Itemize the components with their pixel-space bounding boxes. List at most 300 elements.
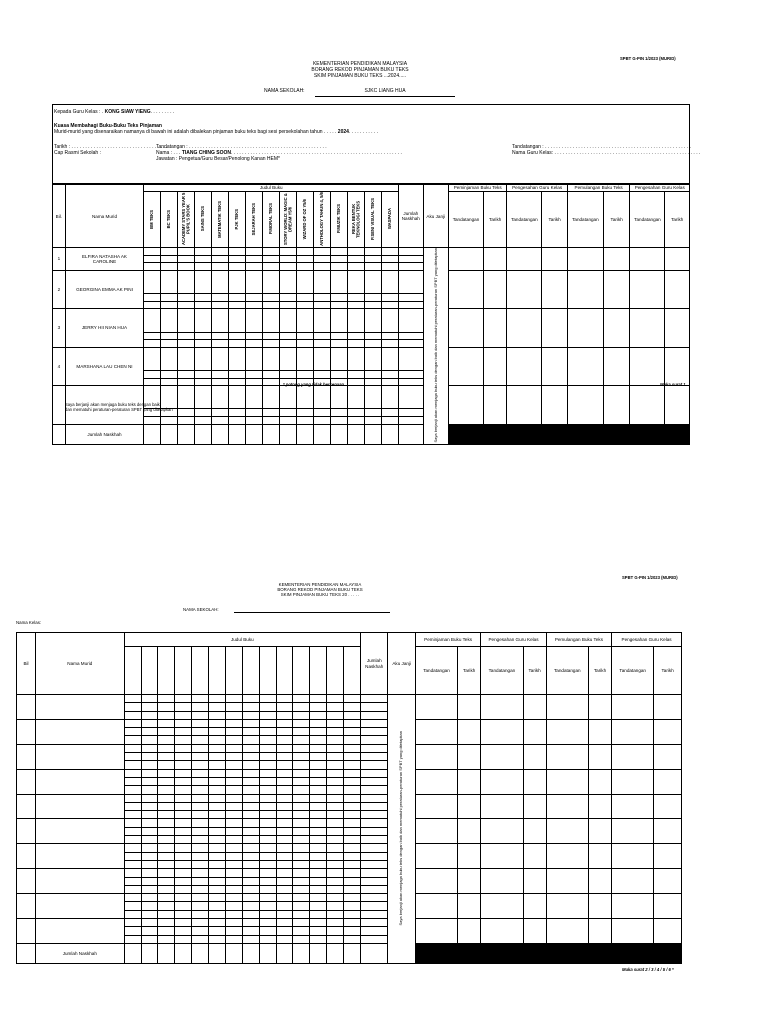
book-cell[interactable] (259, 711, 276, 719)
book-cell[interactable] (259, 802, 276, 810)
signature-cell[interactable] (481, 919, 523, 944)
book-cell[interactable] (365, 248, 382, 256)
book-cell[interactable] (310, 777, 327, 785)
jumlah-cell[interactable] (361, 910, 388, 918)
book-cell[interactable] (246, 417, 263, 425)
book-cell[interactable] (212, 294, 229, 302)
book-cell[interactable] (209, 819, 226, 827)
book-cell[interactable] (365, 417, 382, 425)
book-cell[interactable] (158, 736, 175, 744)
book-cell[interactable] (141, 786, 158, 794)
student-number[interactable] (17, 744, 36, 769)
book-cell[interactable] (280, 248, 297, 256)
book-cell[interactable] (124, 769, 141, 777)
jumlah-cell[interactable] (399, 347, 423, 370)
book-cell[interactable] (293, 836, 310, 844)
signature-cell[interactable] (567, 248, 603, 271)
book-cell[interactable] (242, 769, 259, 777)
book-cell[interactable] (242, 869, 259, 877)
book-cell[interactable] (382, 332, 399, 340)
signature-cell[interactable] (603, 386, 630, 424)
book-cell[interactable] (225, 819, 242, 827)
jumlah-cell[interactable] (399, 340, 423, 348)
book-cell[interactable] (141, 877, 158, 885)
book-cell[interactable] (293, 894, 310, 902)
student-number[interactable] (17, 794, 36, 819)
book-cell[interactable] (293, 919, 310, 927)
book-cell[interactable] (192, 794, 209, 802)
book-cell[interactable] (192, 836, 209, 844)
kuasa-year[interactable]: 2024 (337, 129, 349, 135)
signature-cell[interactable] (546, 744, 588, 769)
book-cell[interactable] (314, 340, 331, 348)
book-cell[interactable] (327, 769, 344, 777)
book-cell[interactable] (276, 844, 293, 852)
book-cell[interactable] (158, 910, 175, 918)
book-cell[interactable] (124, 811, 141, 819)
book-cell[interactable] (280, 409, 297, 417)
book-cell[interactable] (209, 802, 226, 810)
book-cell[interactable] (229, 370, 246, 378)
student-number[interactable] (17, 844, 36, 869)
signature-cell[interactable] (458, 844, 481, 869)
book-cell[interactable] (225, 794, 242, 802)
book-cell[interactable] (297, 270, 314, 293)
book-cell[interactable] (141, 711, 158, 719)
book-cell[interactable] (344, 744, 361, 752)
book-cell[interactable] (246, 347, 263, 370)
book-cell[interactable] (141, 844, 158, 852)
book-cell[interactable] (310, 935, 327, 943)
book-cell[interactable] (293, 711, 310, 719)
book2-col[interactable] (158, 647, 175, 695)
book-cell[interactable] (225, 802, 242, 810)
book-cell[interactable] (175, 927, 192, 935)
book-cell[interactable] (161, 309, 178, 332)
signature-cell[interactable] (654, 695, 682, 720)
book-cell[interactable] (259, 869, 276, 877)
book-cell[interactable] (192, 885, 209, 893)
book-cell[interactable] (344, 919, 361, 927)
book-cell[interactable] (175, 753, 192, 761)
book-cell[interactable] (144, 370, 161, 378)
book-cell[interactable] (175, 695, 192, 703)
total-book-cell[interactable] (331, 424, 348, 444)
book-cell[interactable] (229, 386, 246, 409)
book-cell[interactable] (195, 255, 212, 263)
book-cell[interactable] (212, 309, 229, 332)
book-cell[interactable] (348, 294, 365, 302)
total-book-cell[interactable] (348, 424, 365, 444)
signature-cell[interactable] (546, 919, 588, 944)
book-cell[interactable] (365, 263, 382, 271)
book-cell[interactable] (229, 409, 246, 417)
book-cell[interactable] (124, 877, 141, 885)
book-cell[interactable] (365, 370, 382, 378)
jumlah-cell[interactable] (361, 877, 388, 885)
book-cell[interactable] (144, 347, 161, 370)
book-cell[interactable] (331, 263, 348, 271)
book-cell[interactable] (158, 894, 175, 902)
book-cell[interactable] (225, 902, 242, 910)
book-cell[interactable] (192, 935, 209, 943)
book-cell[interactable] (280, 370, 297, 378)
book-cell[interactable] (310, 711, 327, 719)
student-name[interactable]: MARSHANA LAU CHEN NI (65, 347, 144, 385)
book-cell[interactable] (124, 753, 141, 761)
jumlah-cell[interactable] (399, 370, 423, 378)
signature-cell[interactable] (507, 347, 542, 385)
book-cell[interactable] (297, 263, 314, 271)
book-cell[interactable] (297, 332, 314, 340)
jumlah-cell[interactable] (361, 860, 388, 868)
book-cell[interactable] (310, 827, 327, 835)
book-cell[interactable] (280, 301, 297, 309)
book-cell[interactable] (192, 711, 209, 719)
book-cell[interactable] (331, 270, 348, 293)
book-cell[interactable] (246, 248, 263, 256)
book-cell[interactable] (365, 301, 382, 309)
signature-cell[interactable] (484, 270, 507, 308)
book-cell[interactable] (276, 769, 293, 777)
book-cell[interactable] (124, 836, 141, 844)
book-cell[interactable] (124, 910, 141, 918)
book-cell[interactable] (229, 332, 246, 340)
book-cell[interactable] (178, 309, 195, 332)
signature-cell[interactable] (567, 270, 603, 308)
total-book-cell[interactable] (124, 943, 141, 963)
right-tandatangan-field[interactable]: Tandatangan : . . . . . . . . . . . . . . . . . . . . . . . . . . . . . . . . . . . . . . . . . . . . . . . . . . . . . (512, 144, 691, 150)
signature-cell[interactable] (481, 744, 523, 769)
book-cell[interactable] (246, 309, 263, 332)
book-cell[interactable] (212, 340, 229, 348)
book-cell[interactable] (382, 417, 399, 425)
total-book-cell[interactable] (144, 424, 161, 444)
signature-cell[interactable] (603, 270, 630, 308)
book-cell[interactable] (178, 409, 195, 417)
book-cell[interactable] (327, 919, 344, 927)
book-cell[interactable] (192, 860, 209, 868)
book-cell[interactable] (344, 703, 361, 711)
book-cell[interactable] (209, 761, 226, 769)
book-cell[interactable] (280, 255, 297, 263)
book-cell[interactable] (365, 347, 382, 370)
book-cell[interactable] (225, 869, 242, 877)
book-cell[interactable] (293, 852, 310, 860)
signature-cell[interactable] (458, 819, 481, 844)
signature-cell[interactable] (458, 894, 481, 919)
book-cell[interactable] (293, 761, 310, 769)
book-cell[interactable] (141, 869, 158, 877)
jumlah-cell[interactable] (361, 836, 388, 844)
book-cell[interactable] (382, 263, 399, 271)
book-cell[interactable] (293, 703, 310, 711)
book-cell[interactable] (158, 836, 175, 844)
jumlah-cell[interactable] (399, 378, 423, 386)
signature-cell[interactable] (665, 270, 690, 308)
book-cell[interactable] (242, 852, 259, 860)
book-cell[interactable] (212, 248, 229, 256)
signature-cell[interactable] (588, 894, 611, 919)
book2-col[interactable] (192, 647, 209, 695)
book-cell[interactable] (195, 370, 212, 378)
book-cell[interactable] (124, 819, 141, 827)
book-cell[interactable] (161, 270, 178, 293)
book-cell[interactable] (259, 852, 276, 860)
book-cell[interactable] (246, 340, 263, 348)
book-cell[interactable] (158, 711, 175, 719)
book-cell[interactable] (293, 935, 310, 943)
book-cell[interactable] (293, 786, 310, 794)
book-cell[interactable] (209, 753, 226, 761)
book-cell[interactable] (327, 703, 344, 711)
book-cell[interactable] (331, 370, 348, 378)
book-cell[interactable] (175, 769, 192, 777)
book-cell[interactable] (158, 728, 175, 736)
signature-cell[interactable] (654, 919, 682, 944)
book-cell[interactable] (175, 719, 192, 727)
book-cell[interactable] (141, 927, 158, 935)
book-cell[interactable] (310, 695, 327, 703)
book-cell[interactable] (209, 836, 226, 844)
book-cell[interactable] (225, 744, 242, 752)
signature-cell[interactable] (546, 794, 588, 819)
book-cell[interactable] (209, 844, 226, 852)
book-cell[interactable] (195, 417, 212, 425)
jumlah-cell[interactable] (361, 885, 388, 893)
book-cell[interactable] (158, 802, 175, 810)
jumlah-cell[interactable] (361, 869, 388, 877)
signature-cell[interactable] (415, 769, 457, 794)
book-cell[interactable] (310, 719, 327, 727)
book-cell[interactable] (161, 378, 178, 386)
book-cell[interactable] (246, 332, 263, 340)
student-name[interactable] (35, 919, 124, 944)
book-cell[interactable] (259, 860, 276, 868)
signature-cell[interactable] (630, 270, 665, 308)
book-cell[interactable] (276, 777, 293, 785)
jumlah-cell[interactable] (399, 309, 423, 332)
book-cell[interactable] (178, 340, 195, 348)
signature-cell[interactable] (630, 347, 665, 385)
jumlah-cell[interactable] (399, 263, 423, 271)
right-nama-guru-field[interactable]: Nama Guru Kelas: . . . . . . . . . . . . . . . . . . . . . . . . . . . . . . . . . . . . . . . . . . . . . . . . . . . . . (512, 150, 701, 156)
book-cell[interactable] (192, 927, 209, 935)
book-cell[interactable] (293, 877, 310, 885)
book-cell[interactable] (225, 769, 242, 777)
book-cell[interactable] (192, 894, 209, 902)
book-cell[interactable] (314, 309, 331, 332)
book-cell[interactable] (242, 794, 259, 802)
book-cell[interactable] (229, 378, 246, 386)
jumlah-cell[interactable] (361, 777, 388, 785)
book-cell[interactable] (175, 860, 192, 868)
book-cell[interactable] (141, 802, 158, 810)
book-cell[interactable] (178, 370, 195, 378)
book-cell[interactable] (209, 728, 226, 736)
book-cell[interactable] (246, 294, 263, 302)
book-cell[interactable] (124, 894, 141, 902)
book-cell[interactable] (259, 794, 276, 802)
signature-cell[interactable] (612, 894, 654, 919)
book-cell[interactable] (293, 869, 310, 877)
signature-cell[interactable] (415, 919, 457, 944)
book-cell[interactable] (225, 894, 242, 902)
book-cell[interactable] (331, 332, 348, 340)
book-cell[interactable] (158, 927, 175, 935)
book-cell[interactable] (259, 736, 276, 744)
book-cell[interactable] (293, 736, 310, 744)
book-cell[interactable] (344, 728, 361, 736)
book-cell[interactable] (158, 777, 175, 785)
book-cell[interactable] (293, 769, 310, 777)
signature-cell[interactable] (603, 248, 630, 271)
book-cell[interactable] (276, 744, 293, 752)
total-book-cell[interactable] (178, 424, 195, 444)
book-cell[interactable] (229, 309, 246, 332)
jumlah-cell[interactable] (361, 894, 388, 902)
total-book-cell[interactable] (297, 424, 314, 444)
book-cell[interactable] (327, 711, 344, 719)
book-cell[interactable] (124, 703, 141, 711)
book2-col[interactable] (259, 647, 276, 695)
book-cell[interactable] (276, 910, 293, 918)
book-cell[interactable] (259, 769, 276, 777)
book-cell[interactable] (276, 860, 293, 868)
signature-cell[interactable] (415, 719, 457, 744)
book-cell[interactable] (297, 255, 314, 263)
book-cell[interactable] (225, 736, 242, 744)
book-cell[interactable] (327, 719, 344, 727)
total-book-cell[interactable] (212, 424, 229, 444)
book-cell[interactable] (365, 378, 382, 386)
school-value[interactable]: SJKC LIANG HUA (364, 88, 406, 94)
signature-cell[interactable] (665, 309, 690, 347)
signature-cell[interactable] (507, 309, 542, 347)
book-cell[interactable] (293, 910, 310, 918)
book-cell[interactable] (259, 761, 276, 769)
book-cell[interactable] (242, 902, 259, 910)
book-cell[interactable] (280, 340, 297, 348)
book-cell[interactable] (314, 347, 331, 370)
book-cell[interactable] (348, 270, 365, 293)
signature-cell[interactable] (654, 769, 682, 794)
book-cell[interactable] (310, 869, 327, 877)
jumlah-cell[interactable] (361, 794, 388, 802)
book-cell[interactable] (158, 769, 175, 777)
book-cell[interactable] (259, 827, 276, 835)
book-cell[interactable] (246, 263, 263, 271)
jumlah-cell[interactable] (361, 852, 388, 860)
student-number[interactable] (17, 769, 36, 794)
book-cell[interactable] (310, 902, 327, 910)
book-cell[interactable] (158, 794, 175, 802)
book-cell[interactable] (212, 417, 229, 425)
book-cell[interactable] (212, 332, 229, 340)
book-cell[interactable] (293, 860, 310, 868)
book-cell[interactable] (209, 827, 226, 835)
book-cell[interactable] (263, 370, 280, 378)
book-cell[interactable] (242, 844, 259, 852)
book2-col[interactable] (276, 647, 293, 695)
book-cell[interactable] (293, 777, 310, 785)
book-cell[interactable] (225, 844, 242, 852)
book-cell[interactable] (175, 794, 192, 802)
book-cell[interactable] (192, 802, 209, 810)
book-cell[interactable] (297, 309, 314, 332)
signature-cell[interactable] (523, 844, 546, 869)
signature-cell[interactable] (523, 769, 546, 794)
total-book-cell[interactable] (344, 943, 361, 963)
book-cell[interactable] (229, 255, 246, 263)
signature-cell[interactable] (507, 386, 542, 424)
book-cell[interactable] (314, 263, 331, 271)
book-cell[interactable] (225, 761, 242, 769)
book-cell[interactable] (276, 711, 293, 719)
book-cell[interactable] (124, 695, 141, 703)
total-book-cell[interactable] (229, 424, 246, 444)
book-cell[interactable] (327, 786, 344, 794)
book-cell[interactable] (310, 852, 327, 860)
signature-cell[interactable] (415, 819, 457, 844)
book-cell[interactable] (212, 409, 229, 417)
signature-cell[interactable] (523, 894, 546, 919)
book-cell[interactable] (178, 386, 195, 409)
signature-cell[interactable] (481, 819, 523, 844)
book-cell[interactable] (195, 301, 212, 309)
book-cell[interactable] (225, 852, 242, 860)
book-cell[interactable] (259, 744, 276, 752)
book-cell[interactable] (229, 248, 246, 256)
book-cell[interactable] (158, 902, 175, 910)
book-cell[interactable] (314, 248, 331, 256)
jumlah-cell[interactable] (361, 744, 388, 752)
book-cell[interactable] (141, 885, 158, 893)
book-cell[interactable] (192, 902, 209, 910)
book-cell[interactable] (124, 919, 141, 927)
book-cell[interactable] (293, 885, 310, 893)
book-cell[interactable] (280, 386, 297, 409)
book-cell[interactable] (327, 836, 344, 844)
signature-cell[interactable] (448, 248, 483, 271)
book-cell[interactable] (141, 910, 158, 918)
book-cell[interactable] (263, 255, 280, 263)
book-cell[interactable] (276, 902, 293, 910)
book-cell[interactable] (225, 860, 242, 868)
book-cell[interactable] (327, 927, 344, 935)
book-cell[interactable] (225, 777, 242, 785)
book-cell[interactable] (344, 935, 361, 943)
book-cell[interactable] (225, 753, 242, 761)
signature-cell[interactable] (588, 819, 611, 844)
book-cell[interactable] (175, 703, 192, 711)
book-cell[interactable] (158, 877, 175, 885)
signature-cell[interactable] (458, 744, 481, 769)
tandatangan-field[interactable]: Tandatangan : . . . . . . . . . . . . . . . . . . . . . . . . . . . . . . . . . . . . . . . . . . . . . . . . . . (156, 144, 327, 150)
book-cell[interactable] (175, 827, 192, 835)
book-cell[interactable] (192, 736, 209, 744)
book-cell[interactable] (259, 719, 276, 727)
book-cell[interactable] (259, 919, 276, 927)
signature-cell[interactable] (481, 869, 523, 894)
book-cell[interactable] (195, 294, 212, 302)
book-cell[interactable] (124, 728, 141, 736)
signature-cell[interactable] (542, 347, 567, 385)
book-cell[interactable] (124, 711, 141, 719)
signature-cell[interactable] (546, 719, 588, 744)
total-jumlah-cell[interactable] (399, 424, 423, 444)
book-cell[interactable] (209, 736, 226, 744)
